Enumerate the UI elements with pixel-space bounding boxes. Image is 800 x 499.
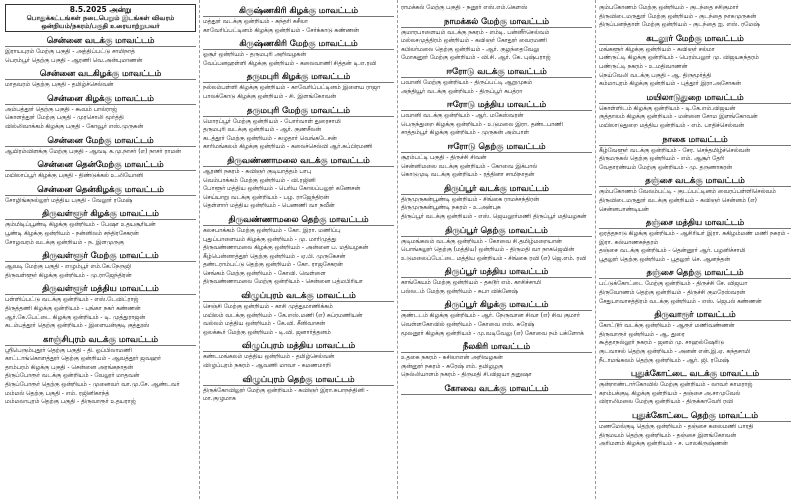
- district-heading: சென்னை கிழக்கு மாவட்டம்: [5, 93, 196, 105]
- meeting-entry: கறம்பக்குடி கிழக்கு ஒன்றியம் - தஞ்சை அ.சாமுவேல்: [599, 390, 741, 397]
- district-heading: கோவை வடக்கு மாவட்டம்: [401, 383, 592, 395]
- meeting-entry: பூதலூர் தெற்கு ஒன்றியம் - பூதலூர் செ. ஆனந்தன்: [599, 256, 730, 263]
- district-heading: நாமக்கல் மேற்கு மாவட்டம்: [401, 16, 592, 28]
- meeting-entry: மோகனூர் மேற்கு ஒன்றியம் - வி.சி. ஆர். கே. புஷ்பராஜ்: [401, 55, 551, 62]
- column-1: [2, 0, 200, 499]
- meeting-entry: காவேரிப்பட்டினம் கிழக்கு ஒன்றியம் - சேர்க்காடு கண்ணன்: [203, 27, 359, 34]
- district-heading: சென்னை தென்மேற்கு மாவட்டம்: [5, 159, 196, 171]
- meeting-entry: கடத்தூர் மேற்கு ஒன்றியம் - கழுதார் வெங்கடேசன்: [203, 135, 337, 142]
- meeting-entry: கொளத்தூர் மேற்கு பகுதி - முரசொலி மூர்த்தி: [5, 115, 124, 122]
- meeting-entry: கீழ்வேளூர் வடக்கு ஒன்றியம் - சேர. செந்தமிழ்ச்செல்வன்: [599, 147, 750, 154]
- meeting-entry: பொங்கலூர் தெற்கு (மத்திய) ஒன்றியம் - திருமதி வா நாகஜெயின்: [401, 247, 575, 254]
- meeting-entry: தாம்பரம் கிழக்கு பகுதி - சென்னை அரங்கநாதன்: [5, 364, 134, 371]
- district-heading: சென்னை வடகிழக்கு மாவட்டம்: [5, 68, 196, 80]
- meeting-entry: வேப்பனஹள்ளி கிழக்கு ஒன்றியம் - கலைவாணி சித்தன் டி.எ.ரவி: [203, 60, 377, 67]
- meeting-entry: மல்லசமுத்திரம் ஒன்றியம் - கவிஞர் கோதூர் வைரமணி: [401, 38, 547, 45]
- meeting-entry: திருப்போரூர் தெற்கு ஒன்றியம் - முனைவர் வா.மு.சே. ஆண்டவர்: [5, 382, 180, 389]
- meeting-entry: திருமுருகன்பூண்டி நகரம் - உ.அன்புசு: [401, 205, 501, 212]
- meeting-entry: திருவண்ணாமலை கிழக்கு ஒன்றியம் - அன்னை ப. மதியழகன்: [203, 245, 369, 252]
- meetings-header-box: [5, 4, 196, 32]
- meeting-entry: மணமேல்குடி தெற்கு ஒன்றியம் - தஞ்சை கலைமணி பாரதி: [599, 424, 754, 430]
- meeting-entry: விராலிமலை மேற்கு ஒன்றியம் - திருக்காவேரி ரவி: [599, 399, 733, 406]
- meeting-entry: நல்லம்பள்ளி கிழக்கு ஒன்றியம் - காவேரிப்பட்டினம் இளைய ராஜா: [203, 85, 381, 92]
- column-4: [596, 0, 794, 499]
- meeting-entry: ஒலக்கூர் மேற்கு ஒன்றியம் - டி.வி. ஜனார்த்தனம்: [203, 329, 331, 336]
- district-heading: கிருஷ்ணகிரி மேற்கு மாவட்டம்: [203, 38, 394, 50]
- meeting-entry: பல்லடம் மேற்கு ஒன்றியம் - சுபா விக்னேஷ்: [401, 288, 518, 295]
- meeting-entry: குன்னூர் நகரம் - சுரேஷ் எம். தமிழழகு: [401, 363, 504, 370]
- meeting-entry: போளூர் மத்திய ஒன்றியம் - பெரிய கோலப்பலூர் கணேசன்: [203, 186, 361, 193]
- meeting-entry: திருப்பூர் வடக்கு ஒன்றியம் - எஸ். ஜெயலூர்மணி திருப்பூர் மதியழகன்: [401, 213, 587, 220]
- header-title: பொதுக்கட்டங்கள் நடைபெறும் இடங்கள் விவரம்: [26, 14, 175, 22]
- meeting-entry: திருவண்ணாமலை மேற்கு ஒன்றியம் - சென்னை பத்மபிரியா: [203, 279, 363, 286]
- district-heading: திருவள்ளூர் மத்திய மாவட்டம்: [5, 283, 196, 295]
- meeting-entry: கோட்டூர் வடக்கு ஒன்றியம் - ஆரூர் மணிவண்ணன்: [599, 323, 735, 330]
- meeting-entry: அரிமளம் கிழக்கு ஒன்றியம் - ச. பாலகிருஷ்ணன்: [599, 441, 728, 448]
- meeting-entry: மங்களூர் கிழக்கு ஒன்றியம் - கவிஞர் சல்மா: [599, 46, 715, 53]
- district-heading: நீலகிரி மாவட்டம்: [401, 341, 592, 353]
- district-heading: திருவண்ணாமலை வடக்கு மாவட்டம்: [203, 155, 394, 167]
- district-heading: திருப்பூர் மத்திய மாவட்டம்: [401, 266, 592, 278]
- meeting-entry: விழுப்புரம் நகரம் - ஆவணி மாவா - கமணமாறி: [203, 363, 331, 370]
- meeting-entry: கொள்ளிடம் கிழக்கு ஒன்றியம் - டி.கே.எம்.விஜயன்: [599, 105, 736, 112]
- meeting-entry: புதுப்பாளையம் கிழக்கு ஒன்றியம் - மு. மாரிமுத்து: [203, 236, 337, 243]
- meeting-entry: பள்ளிப்பட்டு வடக்கு ஒன்றியம் - எஸ்.டேவிட்ராஜ்: [5, 297, 139, 304]
- meeting-entry: திருமுருகன்பூண்டி ஒன்றியம் - சிங்கை ராமச்சந்திரன்: [401, 196, 539, 203]
- meeting-entry: பூண்டி கிழக்கு ஒன்றியம் - நன்னிலம் சந்திரசேகரன்: [5, 230, 139, 237]
- district-heading: புதுக்கோட்டை வடக்கு மாவட்டம்: [599, 368, 791, 380]
- meeting-entry: குடிமங்கலம் வடக்கு ஒன்றியம் - கோவை சி.தமிழ்மறையான்: [401, 238, 562, 245]
- meeting-entry: வெம்பாக்கம் மேற்கு ஒன்றியம் - வி.ரஜினி: [203, 177, 316, 184]
- district-heading: மயிலாடுதுறை மாவட்டம்: [599, 92, 791, 104]
- meeting-entry: மாதவரம் தெற்கு பகுதி - தமிழ்ச்செல்வன்: [5, 82, 114, 89]
- meeting-entry: ஒரத்தநாடு கிழக்கு ஒன்றியம் - ஆசிரியர் இரா. சுகிழம்மண் மணி நகரம் - இரா. கல்யாணசுந்தரம்: [599, 231, 790, 246]
- district-heading: தஞ்சை மத்திய மாவட்டம்: [599, 217, 791, 229]
- meeting-entry: திருப்பனந்தாள் மேற்கு ஒன்றியம் - குடந்தை ஐ. எஸ். ரமேஷ்: [599, 22, 760, 29]
- meeting-entry: பட்டுக்கோட்டை மேற்கு ஒன்றியம் - திருச்சி சே. விஜயா: [599, 281, 748, 288]
- meeting-entry: மொரப்பூர் மேற்கு ஒன்றியம் - போர்வாள் துரைசாமி: [203, 118, 341, 125]
- meeting-entry: குண்டடம் கிழக்கு ஒன்றியம் - ஆர். நேருவான சிவா (எ) சிவ குமார்: [401, 313, 580, 320]
- district-heading: ஈரோடு வடக்கு மாவட்டம்: [401, 66, 592, 78]
- meeting-entry: பெருந்துறை கிழக்கு ஒன்றியம் - உடுமலை இரா. தண்டபாணி: [401, 121, 564, 128]
- meeting-entry: ஸ்ரீபெரும்புதூர் தெற்கு பகுதி - தி. ஓப்பிலாமணி: [5, 347, 132, 354]
- meeting-entry: சூரம்பட்டி பகுதி - திருச்சி சிவன்: [401, 154, 487, 161]
- meeting-entry: திருப்போரூர் வடக்கு ஒன்றியம் - வேலூர் மாதவன்: [5, 373, 140, 380]
- meeting-entry: மம்மலாபுரம் தெற்கு பகுதி - திருவாரூர் உதயராஜ்: [5, 399, 136, 406]
- meeting-entry: தெள்ளார் மத்திய ஒன்றியம் - பெணணி வா நவீன்: [203, 203, 335, 210]
- meeting-entry: மத்தூர் வடக்கு ஒன்றியம் - சுந்தரி சுசீலா: [203, 19, 308, 25]
- meeting-entry: ஆரணி நகரம் - கவிஞர் குடியாத்தம் பாபு: [203, 168, 312, 175]
- meeting-entry: செஞ்சி மேற்கு ஒன்றியம் - காசி முத்துமாணிக்கம்: [203, 304, 333, 311]
- column-2: [200, 0, 398, 499]
- district-heading: திருவண்ணாமலை தெற்கு மாவட்டம்: [203, 214, 394, 226]
- meeting-entry: திருத்தணி கிழக்கு ஒன்றியம் - புங்கா நகர் கண்ணன்: [5, 305, 141, 312]
- meeting-entry: கொடுமுடி வடக்கு ஒன்றியம் - ரத்தினா சாமிநாதன்: [401, 172, 535, 179]
- meeting-entry: கண்டமங்கலம் மத்திய ஒன்றியம் - தமிழ்செல்வன்: [203, 354, 335, 361]
- meeting-entry: குத்தாலம் கிழக்கு ஒன்றியம் - மன்னை சோம இளங்கோவன்: [599, 114, 758, 121]
- district-heading: திருப்பூர் தெற்கு மாவட்டம்: [401, 225, 592, 237]
- header-subtitle: ஒன்றியம்/நகரம்/பகுதி உரையாற்றுபவர்: [41, 22, 160, 30]
- meeting-entry: செய்யாறு வடக்கு ஒன்றியம் - பழ. ராஜேந்திரன்: [203, 194, 329, 201]
- district-heading: தருமபுரி மேற்கு மாவட்டம்: [203, 105, 394, 117]
- meeting-entry: வெள்ளகோவில் ஒன்றியம் - கோவை எஸ். சுரேஷ்: [401, 322, 535, 329]
- meeting-entry: மயிலாப்பூர் கிழக்கு பகுதி - திண்டுக்கல் உ.லியோனி: [5, 173, 144, 180]
- district-heading: திருப்பூர் வடக்கு மாவட்டம்: [401, 183, 592, 195]
- meeting-entry: பெரம்பூர் தெற்கு பகுதி - ஆரணி வெ.அன்புமாணன்: [5, 57, 143, 64]
- meeting-entry: தருமபுரி வடக்கு ஒன்றியம் - ஆர். குணசீலன்: [203, 127, 321, 134]
- district-heading: விழுப்புரம் தெற்கு மாவட்டம்: [203, 374, 394, 386]
- meeting-entry: அந்தியூர் வடக்கு ஒன்றியம் - திருப்பூர் சுபத்ரா: [401, 88, 523, 95]
- meeting-entry: தஞ்சை வடக்கு ஒன்றியம் - தென்னூர் ஆர். பழனிச்சாமி: [599, 248, 746, 255]
- district-heading: ஈரோடு மத்திய மாவட்டம்: [401, 99, 592, 111]
- meeting-entry: திருமருகல் தெற்கு ஒன்றியம் - எம். ஆசூர் தேரி: [599, 156, 725, 163]
- meeting-entry: கும்மிடிப்பூண்டி கிழக்கு ஒன்றியம் - பேஷா உதயசூரியன்: [5, 222, 156, 229]
- district-heading: திருவாரூர் மாவட்டம்: [599, 309, 791, 321]
- district-heading: சென்னை வடக்கு மாவட்டம்: [5, 35, 196, 47]
- meeting-entry: மூலனூர் கிழக்கு ஒன்றியம் - மு.வடிவேலு (எ) கோவை நம் பக்ளோக்: [401, 330, 584, 337]
- meeting-entry: கூத்தாநல்லூர் நகரம் - ஜனம் மு. சாஹல்ஷேரிடு: [599, 340, 724, 347]
- meeting-entry: இராயபுரம் மேற்கு பகுதி - அத்திப்பட்டு சாமிநாத்: [5, 49, 135, 55]
- meeting-entry: கும்பகோணம் மேற்கு ஒன்றியம் - குடந்தை சசிகுமார்: [599, 5, 739, 11]
- district-heading: தஞ்சை வடக்கு மாவட்டம்: [599, 175, 791, 187]
- district-heading: திருவள்ளூர் மேற்கு மாவட்டம்: [5, 250, 196, 262]
- district-heading: கிருஷ்ணகிரி கிழக்கு மாவட்டம்: [203, 5, 394, 17]
- district-heading: விழுப்புரம் மத்திய மாவட்டம்: [203, 340, 394, 352]
- meeting-entry: திருமயம் தெற்கு ஒன்றியம் - தஞ்சை இளங்கோவன்: [599, 432, 737, 439]
- meeting-entry: ராமக்கல் மேற்கு பகுதி - நனூர் எஸ்.எம்.கௌஸ்: [401, 5, 528, 11]
- meeting-entry: சென்னிமலை வடக்கு ஒன்றியம் - கோவை இக்பால்: [401, 163, 538, 170]
- meeting-entry: நெய்வேலி வடக்கு பகுதி - ஆ. திருமூர்த்தி: [599, 72, 712, 79]
- meeting-entry: உதகை நகரம் - சுசிலாஎன் அறிவழகன்: [401, 355, 503, 362]
- meeting-date: 8.5.2025 அன்று: [69, 5, 132, 14]
- district-heading: கடலூர் மேற்கு மாவட்டம்: [599, 33, 791, 45]
- meeting-entry: கடம்பத்தூர் தெற்கு ஒன்றியம் - இளையன்குடி குத்தூஸ்: [5, 323, 150, 330]
- district-heading: திருப்பூர் கிழக்கு மாவட்டம்: [401, 299, 592, 311]
- meeting-entry: குன்றாண்டார்கோவில் மேற்கு ஒன்றியம் - லாவர் காமராஜ்: [599, 382, 753, 389]
- district-heading: தருமபுரி கிழக்கு மாவட்டம்: [203, 71, 394, 83]
- meeting-entry: சேதுபாவாசத்திரம் வடக்கு ஒன்றியம் - எஸ். ஜெபல் கண்ணன்: [599, 298, 762, 305]
- district-heading: விழுப்புரம் வடக்கு மாவட்டம்: [203, 290, 394, 302]
- column-3: [398, 0, 596, 499]
- meeting-entry: செங்கம் மேற்கு ஒன்றியம் - கோவி. வெள்ளை: [203, 270, 326, 277]
- meeting-entry: உடுமலைப்பேட்டை மத்திய ஒன்றியம் - சிங்கை ரவி (எ) ஜெ.எம். ரவி: [401, 255, 587, 262]
- district-heading: காஞ்சிபுரம் வடக்கு மாவட்டம்: [5, 334, 196, 346]
- meeting-entry: கும்பகோணம் வேலம்பட்டி - குடப்பட்டினம் வைரப்பள்ளிசெல்வம்: [599, 189, 776, 196]
- meeting-entry: கபிலர்மலை தெற்கு ஒன்றியம் - ஆர். குழந்தைவேலு: [401, 46, 540, 53]
- meeting-entry: கலசபாக்கம் மேற்கு ஒன்றியம் - கோ. இரா. மணிப்பு: [203, 227, 341, 234]
- meeting-entry: ஆர்.கே.பேட்டை கிழக்கு ஒன்றியம் - டி. முத்துராஜன்: [5, 314, 146, 321]
- meeting-entry: மம்மல் தெற்கு பகுதி - எம். ரஜினிகாந்த்: [5, 390, 110, 397]
- district-heading: தஞ்சை தெற்கு மாவட்டம்: [599, 267, 791, 279]
- meeting-entry: வேதாரண்யம் மேற்கு ஒன்றியம் - மு. தருணாகரன்: [599, 164, 732, 171]
- meeting-entry: பண்ருட்டி கிழக்கு ஒன்றியம் - பெரம்பலூர் மு. விஜயசுந்தரம்: [599, 55, 759, 62]
- meeting-entry: பாலக்கோடு கிழக்கு ஒன்றியம் - சி. இளங்கோவன்: [203, 93, 337, 100]
- meeting-entry: நீடாமங்கலம் தெற்கு ஒன்றியம் - ஆர். ஜி. ரமேஷ்: [599, 357, 730, 364]
- meeting-entry: மயிலாடுதுறை மத்திய ஒன்றியம் - எம். பாதிச்செல்வன்: [599, 122, 744, 129]
- meeting-entry: திருவோணம் தெற்கு ஒன்றியம் - திருச்சி குமரேஸ்வரன்: [599, 290, 746, 297]
- meeting-entry: மயிலம் வடக்கு ஒன்றியம் - கே.எஸ்.மணி (எ) சுப்ரமணியன்: [203, 312, 363, 319]
- meeting-entry: கம்மாபுரம் கிழக்கு ஒன்றியம் - புத்தூர் இரா.அசோகன்: [599, 81, 741, 88]
- meeting-entry: வில்லிவாக்கம் கிழக்கு பகுதி - கோவூர் எஸ்.முருகன்: [5, 123, 144, 130]
- meeting-entry: சோழிங்கநல்லூர் மத்திய பகுதி - வேலூர் ரமேஷ்: [5, 197, 133, 204]
- meeting-entry: காரிமங்கலம் கிழக்கு ஒன்றியம் - கலைச்செல்வி ஆர்.சுப்பிரமணி: [203, 144, 373, 151]
- meeting-entry: கீழ்பென்னாத்தூர் தெற்கு ஒன்றியம் - ஏ.பி. முருகேசன்: [203, 253, 346, 260]
- district-heading: சென்னை மேற்கு மாவட்டம்: [5, 135, 196, 147]
- meeting-entry: குடவாசல் தெற்கு ஒன்றியம் - அனன் என்.இ.ஏ. கந்தசாமி: [599, 349, 750, 356]
- meeting-entry: திருவாரூர் ஒன்றியம் - ஆ. துரை: [599, 331, 685, 338]
- meeting-entry: ஓசூர் ஒன்றியம் - தருமபுரி அறிவழகன்: [203, 52, 306, 59]
- meeting-entry: வல்லம் மத்திய ஒன்றியம் - கே.வி. சீனிவாசன்: [203, 321, 326, 328]
- district-heading: நாகை மாவட்டம்: [599, 134, 791, 146]
- meeting-entry: பவானி மேற்கு ஒன்றியம் - திருப்பட்டி ஆறுமுகம்: [401, 79, 533, 86]
- meeting-entry: குமாரபாளையம் வடக்கு நகரம் - எம்டி. பன்னீர்செல்வம்: [401, 29, 550, 36]
- district-heading: புதுக்கோட்டை தெற்கு மாவட்டம்: [599, 410, 791, 422]
- meeting-entry: திருவிடைமருதூர் வடக்கு ஒன்றியம் - கவிஞர் சென்னம் (எ) சென்னபாண்டியன்: [599, 197, 757, 213]
- meeting-entry: திருவிடைமருதூர் மேற்கு ஒன்றியம் - குடந்தை நாகமுருகன்: [599, 13, 757, 20]
- meeting-entry: ஆவடி மேற்கு பகுதி - எழும்பூர் எம்.கே.நேருஜி: [5, 264, 131, 271]
- meeting-entry: ஆயிரம்விளக்கு மேற்கு பகுதி - ஆவடி க.மு.நாசர் (எ) நாசர் ராமன்: [5, 148, 181, 155]
- meeting-entry: தண்டராம்பட்டு தெற்கு ஒன்றியம் - கோ. ராஜசேகரன்: [203, 262, 343, 269]
- meeting-entry: திருக்கோவிலூர் மேற்கு ஒன்றியம் - கவிஞர் இரா.சுபாநந்தினி - மா.குழுமாக: [203, 387, 369, 403]
- meeting-entry: அம்பத்தூர் தெற்கு பகுதி - கூவம் பால்ராஜ்: [5, 106, 117, 113]
- meeting-entry: நெல்லியாளம் நகரம் - திருமதி சி.விஜயா தனுஷா: [401, 372, 532, 379]
- district-heading: திருவள்ளூர் கிழக்கு மாவட்டம்: [5, 208, 196, 220]
- meeting-entry: சாத்தம்பூர் கிழக்கு ஒன்றியம் - முருகன் அம்பாள்: [401, 130, 529, 137]
- meeting-entry: காட்டாங்கொளத்தூர் தெற்கு ஒன்றியம் - ஆவத்தூர் ஜவஹர்: [5, 356, 162, 363]
- meeting-entry: திருவள்ளூர் கிழக்கு ஒன்றியம் - மு.ராஜேந்திரன்: [5, 272, 132, 279]
- meeting-entry: பண்ருட்டி நகரம் - உ.மதிவாணன்: [599, 63, 688, 70]
- meeting-entry: பவானி வடக்கு ஒன்றியம் - ஆர். மகேஸ்வரன்: [401, 113, 524, 120]
- district-heading: ஈரோடு தெற்கு மாவட்டம்: [401, 141, 592, 153]
- district-heading: சென்னை தென்கிழக்கு மாவட்டம்: [5, 184, 196, 196]
- meeting-entry: சோழவரம் வடக்கு ஒன்றியம் - ந. இளமுருகு: [5, 239, 124, 246]
- meeting-entry: காங்கேயம் மேற்கு ஒன்றியம் - தகடூர் எம். காசிச்சாமி: [401, 280, 541, 287]
